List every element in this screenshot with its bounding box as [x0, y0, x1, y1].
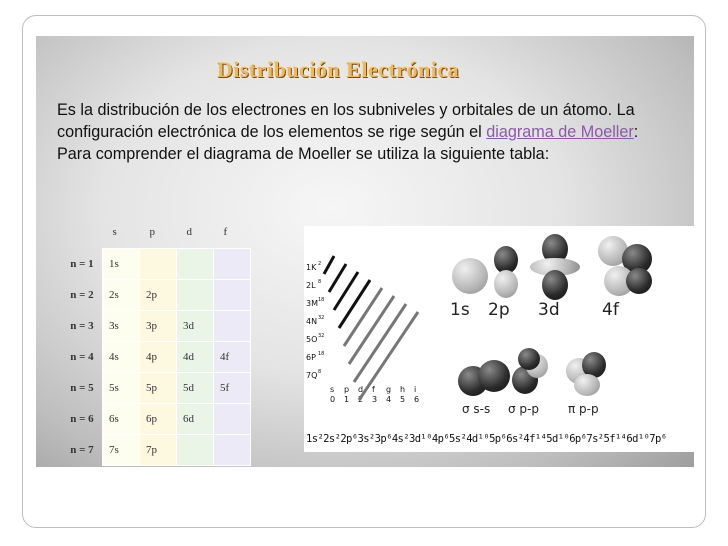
label-3d: 3d	[538, 300, 560, 320]
shell-capacity: 8	[318, 369, 322, 375]
shell-label: 1K	[306, 263, 317, 272]
table-cell-d: 3d	[177, 310, 214, 341]
table-cell-d: 4d	[177, 341, 214, 372]
l-value-label: 0	[330, 395, 336, 404]
shell-label: 6P	[306, 353, 316, 362]
moeller-arrow	[329, 264, 346, 292]
label-pi-pp: π p-p	[568, 402, 599, 416]
table-cell-d	[177, 248, 214, 279]
table-cell-s: 3s	[103, 310, 140, 341]
sublevel-label: h	[400, 385, 406, 394]
table-cell-p: 7p	[140, 434, 177, 465]
table-row	[62, 341, 251, 372]
label-2p: 2p	[488, 300, 510, 320]
sublevel-label: d	[358, 385, 364, 394]
sigma-ss-lobe-right	[478, 360, 510, 392]
sublevel-label: f	[372, 385, 375, 394]
l-value-label: 1	[344, 395, 350, 404]
table-cell-s: 1s	[103, 248, 140, 279]
shell-label: 2L	[306, 281, 316, 290]
l-value-label: 3	[372, 395, 378, 404]
moeller-diagram-image	[304, 226, 696, 452]
table-cell-d: 6d	[177, 403, 214, 434]
table-cell-p: 4p	[140, 341, 177, 372]
table-cell-f	[214, 403, 251, 434]
table-row	[62, 434, 251, 465]
table-cell-d	[177, 279, 214, 310]
row-label: n = 3	[70, 319, 94, 332]
table-cell-f: 4f	[214, 341, 251, 372]
label-sigma-pp: σ p-p	[508, 402, 539, 416]
table-row	[62, 372, 251, 403]
orbital-2p-lobe-bottom	[494, 270, 518, 298]
table-cell-p: 3p	[140, 310, 177, 341]
table-body	[62, 248, 251, 465]
table-corner	[62, 217, 103, 248]
table-cell-p: 2p	[140, 279, 177, 310]
table-cell-d: 5d	[177, 372, 214, 403]
pi-pp-lobe-c	[574, 374, 600, 396]
table-row	[62, 279, 251, 310]
table-row	[62, 310, 251, 341]
sublevel-label: g	[386, 385, 392, 394]
moeller-arrow	[344, 288, 382, 346]
slide-title: Distribución Electrónica	[216, 57, 460, 82]
shell-capacity: 8	[318, 279, 322, 285]
row-label: n = 6	[70, 412, 94, 425]
intro-text: Es la distribución de los electrones en los subniveles y orbitales de un átomo. La configuración electrónica de los elementos se rige según el	[57, 101, 635, 141]
label-4f: 4f	[602, 300, 619, 320]
table-cell-f	[214, 434, 251, 465]
column-header-p: p	[149, 226, 155, 239]
table-row	[62, 403, 251, 434]
orbital-3d-lobe-bottom	[542, 270, 568, 300]
moeller-diagonal-chart	[304, 226, 444, 406]
slide-body	[57, 99, 687, 165]
sublevel-label: i	[414, 385, 417, 394]
table-cell-p: 5p	[140, 372, 177, 403]
row-label: n = 2	[70, 288, 94, 301]
shell-capacity: 18	[318, 351, 325, 357]
row-label: n = 4	[70, 350, 94, 363]
shell-label: 7Q	[306, 371, 318, 380]
l-value-label: 6	[414, 395, 420, 404]
table-cell-s: 6s	[103, 403, 140, 434]
orbital-4f-lobe-d	[626, 268, 652, 294]
row-label: n = 7	[70, 443, 94, 456]
moeller-diagram-link[interactable]: diagrama de Moeller	[486, 123, 634, 141]
sublevel-label: p	[344, 385, 350, 394]
shell-capacity: 32	[318, 315, 325, 321]
quantum-number-table	[62, 217, 251, 466]
column-header-s: s	[112, 226, 117, 239]
table-row	[62, 248, 251, 279]
sublevel-label: s	[330, 385, 335, 394]
moeller-arrow	[324, 256, 334, 274]
electron-configuration: 1s²2s²2p⁶3s²3p⁶4s²3d¹⁰4p⁶5s²4d¹⁰5p⁶6s²4f¹⁴5d¹⁰6p⁶7s²5f¹⁴6d¹⁰7p⁶	[306, 433, 667, 445]
table-cell-f: 5f	[214, 372, 251, 403]
row-label: n = 5	[70, 381, 94, 394]
table-cell-p	[140, 248, 177, 279]
table-cell-f	[214, 310, 251, 341]
shell-capacity: 32	[318, 333, 325, 339]
moeller-arrow	[339, 280, 370, 328]
shell-label: 4N	[306, 317, 318, 326]
table-cell-s: 2s	[103, 279, 140, 310]
paragraph-table-intro: Para comprender el diagrama de Moeller se utiliza la siguiente tabla:	[57, 145, 550, 163]
table-cell-d	[177, 434, 214, 465]
table-cell-s: 4s	[103, 341, 140, 372]
table-cell-f	[214, 248, 251, 279]
shell-label: 3M	[306, 299, 318, 308]
sigma-pp-lobe-c	[518, 348, 540, 370]
table-cell-s: 7s	[103, 434, 140, 465]
table-cell-p: 6p	[140, 403, 177, 434]
l-value-label: 5	[400, 395, 406, 404]
label-1s: 1s	[450, 300, 470, 320]
column-header-f: f	[223, 226, 228, 239]
l-value-label: 2	[358, 395, 364, 404]
paragraph-intro	[57, 99, 687, 143]
column-header-d: d	[186, 226, 192, 239]
shell-label: 5O	[306, 335, 318, 344]
table-cell-f	[214, 279, 251, 310]
table-cell-s: 5s	[103, 372, 140, 403]
l-value-label: 4	[386, 395, 392, 404]
shell-capacity: 18	[318, 297, 325, 303]
row-label: n = 1	[70, 257, 94, 270]
shell-capacity: 2	[318, 261, 322, 267]
table-header-row	[62, 217, 251, 248]
orbital-1s-sphere	[452, 258, 488, 294]
intro-end: :	[633, 123, 639, 141]
label-sigma-ss: σ s-s	[462, 402, 491, 416]
